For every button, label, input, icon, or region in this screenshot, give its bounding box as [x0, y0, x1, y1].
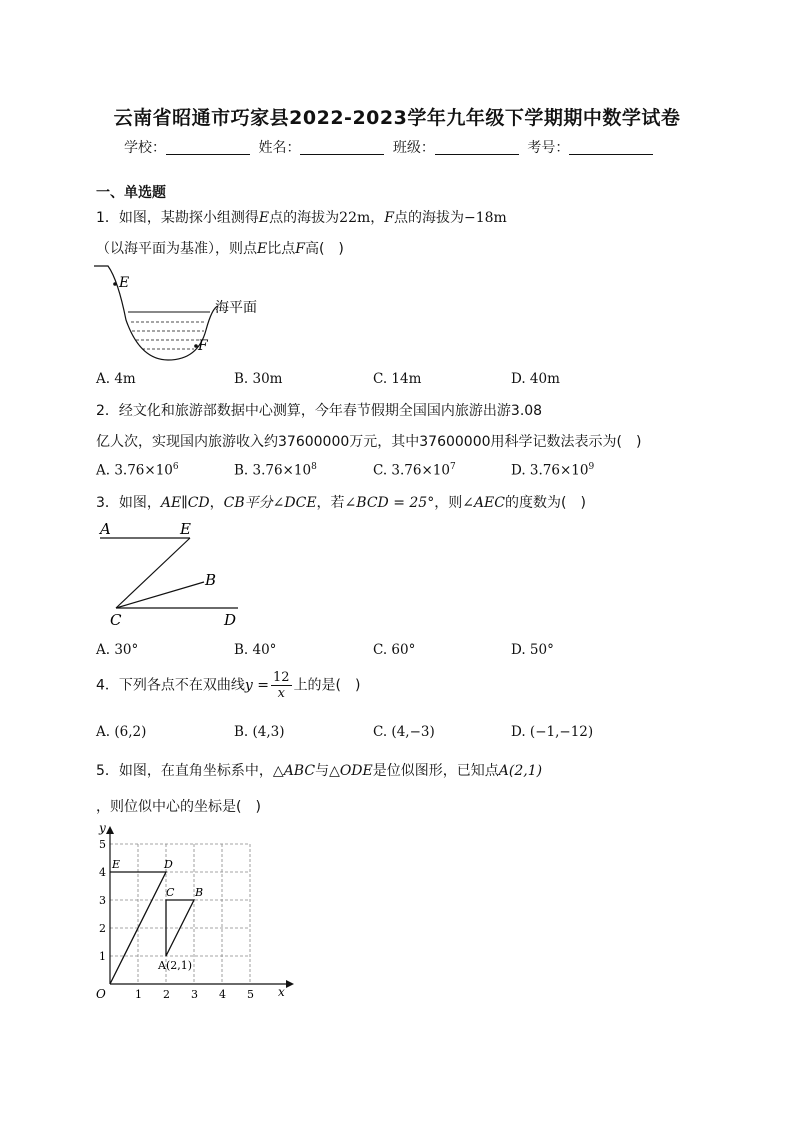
q5-origin-label: O [96, 987, 106, 1001]
q4-line [96, 670, 361, 701]
q1-option-d[interactable]: D. 40m [511, 371, 560, 387]
q5-triangle-ode: △ODE [329, 763, 373, 779]
q5-ytick-1: 1 [99, 950, 106, 963]
q3-fig-label-d: D [224, 611, 237, 629]
q3-condition-parallel: AE∥CD [160, 495, 210, 511]
q3-fig-label-a: A [100, 520, 111, 538]
q5-line2: ，则位似中心的坐标是( ) [96, 799, 261, 815]
q5-fig-label-a: A(2,1) [158, 959, 193, 972]
q5-xtick-5: 5 [247, 988, 254, 1001]
q5-x-axis-label: x [278, 985, 285, 999]
q2-option-c[interactable] [373, 462, 456, 479]
q2-option-a[interactable] [96, 462, 179, 479]
q3-condition-angle: ∠BCD = 25° [344, 495, 435, 511]
q5-ytick-3: 3 [99, 894, 106, 907]
q1-point-f: F [384, 210, 394, 226]
q1-option-a[interactable]: A. 4m [96, 371, 136, 387]
q1-text-f: 高( ) [304, 241, 344, 257]
q5-ytick-2: 2 [99, 922, 106, 935]
q1-line2 [96, 238, 344, 258]
q1-line1 [96, 207, 507, 227]
q1-text-a: 1．如图，某勘探小组测得 [96, 210, 259, 226]
number-label: 考号： [527, 140, 570, 156]
q2-option-c-base: C. 3.76×10 [373, 462, 450, 479]
q5-ytick-4: 4 [99, 866, 106, 879]
q3-text-c: ，则 [434, 495, 463, 511]
q3-line [96, 492, 586, 512]
exam-title: 云南省昭通市巧家县2022-2023学年九年级下学期期中数学试卷 [113, 107, 681, 129]
q2-option-d-base: D. 3.76×10 [511, 462, 589, 479]
q2-option-c-exp: 7 [449, 462, 456, 472]
q2-line2: 亿人次，实现国内旅游收入约37600000万元，其中37600000用科学记数法表示为( ) [96, 434, 642, 450]
q1-text-e: 比点 [267, 241, 296, 257]
q3-fig-label-e: E [180, 520, 191, 538]
q1-point-f-2: F [295, 241, 305, 257]
q2-option-a-base: A. 3.76×10 [96, 462, 173, 479]
class-blank[interactable] [435, 140, 519, 155]
q5-point-a: A(2,1) [498, 763, 543, 779]
q3-target-angle: ∠AEC [462, 495, 505, 511]
q4-option-a[interactable]: A. (6,2) [96, 724, 147, 740]
q1-text-b: 点的海拔为 [269, 210, 340, 226]
q4-fraction-denominator: x [277, 686, 285, 701]
q1-option-c[interactable]: C. 14m [373, 371, 422, 387]
q1-fig-label-f: F [198, 338, 208, 354]
q5-x-axis-arrow [286, 980, 294, 988]
q4-option-b[interactable]: B. (4,3) [234, 724, 285, 740]
q5-text-b: 与 [315, 763, 330, 779]
q1-text-c: 点的海拔为 [393, 210, 464, 226]
q5-xtick-2: 2 [163, 988, 170, 1001]
q1-point-e: E [258, 210, 270, 226]
class-label: 班级： [392, 140, 435, 156]
q5-fig-label-d: D [164, 858, 173, 871]
q5-fig-label-e: E [112, 858, 121, 871]
q2-option-d-exp: 9 [588, 462, 595, 472]
q1-point-e-dot [113, 282, 117, 286]
q5-line1 [96, 760, 542, 780]
q3-comma: ， [209, 495, 224, 511]
q3-fig-label-b: B [205, 571, 217, 589]
q1-comma: ， [370, 210, 385, 226]
q1-fig-label-sea: 海平面 [215, 300, 257, 316]
q3-option-d[interactable]: D. 50° [511, 642, 554, 658]
q1-option-b[interactable]: B. 30m [234, 371, 283, 387]
q5-xtick-1: 1 [135, 988, 142, 1001]
q1-text-d: （以海平面为基准），则点 [96, 241, 257, 257]
q5-y-axis-arrow [106, 826, 114, 834]
q4-option-d[interactable]: D. (−1,−12) [511, 724, 594, 740]
q2-option-b-base: B. 3.76×10 [234, 462, 312, 479]
name-label: 姓名： [258, 140, 301, 156]
q5-coordinate-figure [90, 820, 300, 1002]
school-blank[interactable] [166, 140, 250, 155]
q5-ytick-5: 5 [99, 838, 106, 851]
q3-text-d: 的度数为( ) [505, 495, 586, 511]
q2-option-b[interactable] [234, 462, 317, 479]
q4-fraction [271, 670, 292, 701]
q2-option-b-exp: 8 [311, 462, 317, 472]
q3-option-b[interactable]: B. 40° [234, 642, 277, 658]
q4-fraction-numerator: 12 [273, 670, 290, 685]
q4-text-a: 4．下列各点不在双曲线 [96, 677, 245, 694]
q2-line1: 2．经文化和旅游部数据中心测算，今年春节假期全国国内旅游出游3.08 [96, 403, 543, 419]
q2-option-a-exp: 6 [172, 462, 179, 472]
q5-triangle-abc: △ABC [272, 763, 316, 779]
q5-text-a: 5．如图，在直角坐标系中， [96, 763, 273, 779]
q1-value-22m: 22m [339, 210, 371, 226]
q4-option-c[interactable]: C. (4,−3) [373, 724, 435, 740]
q5-xtick-3: 3 [191, 988, 198, 1001]
q3-condition-bisector: CB平分∠DCE [223, 495, 317, 511]
q4-equation-y: y = [244, 677, 270, 694]
q3-option-c[interactable]: C. 60° [373, 642, 416, 658]
q5-xtick-4: 4 [219, 988, 226, 1001]
q1-figure [88, 260, 288, 370]
q1-fig-label-e: E [119, 275, 130, 291]
number-blank[interactable] [569, 140, 653, 155]
q5-text-c: 是位似图形，已知点 [372, 763, 499, 779]
student-info-line [124, 137, 684, 157]
q3-text-b: ，若 [316, 495, 345, 511]
q3-option-a[interactable]: A. 30° [96, 642, 139, 658]
q5-fig-label-c: C [166, 886, 175, 899]
school-label: 学校： [124, 140, 166, 156]
q2-option-d[interactable] [511, 462, 594, 479]
q5-fig-label-b: B [195, 886, 204, 899]
q3-figure [92, 518, 252, 632]
q5-y-axis-label: y [99, 821, 106, 835]
q1-value-minus18m: −18m [463, 210, 507, 226]
section-heading: 一、单选题 [96, 185, 166, 201]
name-blank[interactable] [300, 140, 384, 155]
q4-text-b: 上的是( ) [293, 677, 361, 694]
q3-fig-label-c: C [110, 611, 122, 629]
q1-point-e-2: E [257, 241, 268, 257]
q3-text-a: 3．如图， [96, 495, 161, 511]
